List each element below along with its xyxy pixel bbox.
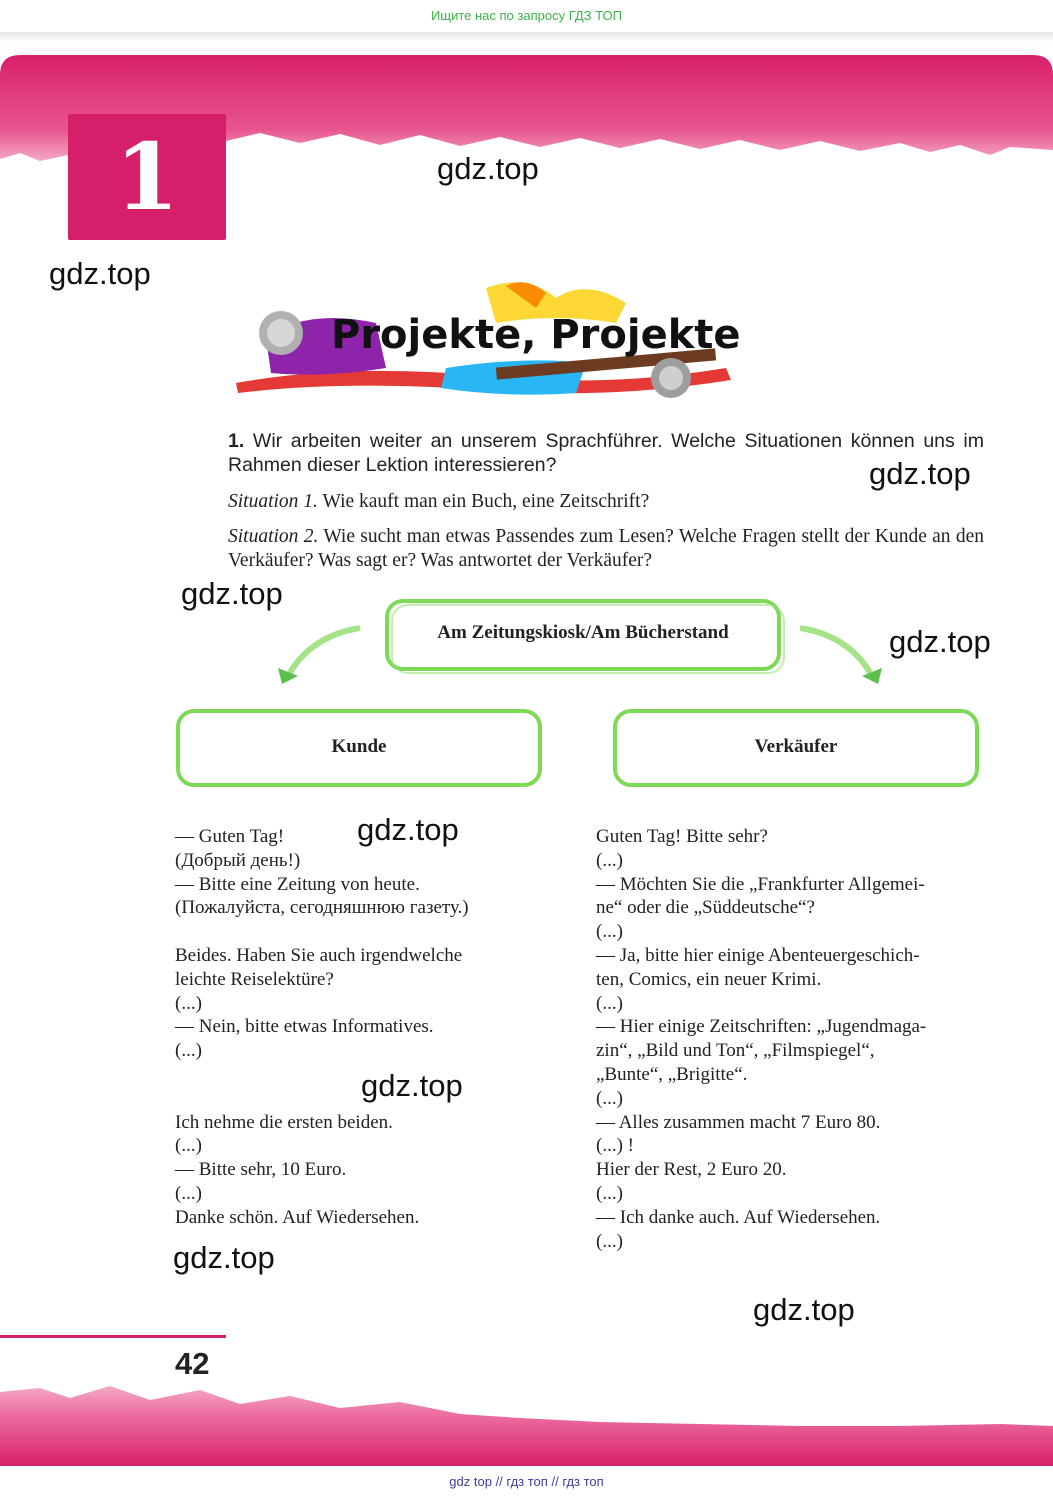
kunde-line: (Добрый день!) — [175, 849, 301, 871]
watermark: gdz.top — [869, 456, 971, 491]
kunde-line — [175, 1087, 575, 1111]
situation-2-text: Wie sucht man etwas Passendes zum Lesen? Welche Fragen stellt der Kunde an den Verkäufer? Was sagt er? Was antwortet der Verkäufer? — [228, 526, 985, 571]
verkaeufer-line: — Hier einige Zeitschriften: „Jugendmaga- — [596, 1016, 927, 1038]
verkaeufer-column — [596, 825, 996, 1253]
verkaeufer-line: (...) — [596, 1230, 623, 1252]
verkaeufer-line: (...) — [596, 992, 623, 1014]
watermark: gdz.top — [361, 1068, 463, 1103]
watermark: gdz.top — [437, 151, 539, 186]
situation-1-text: Wie kauft man ein Buch, eine Zeitschrift? — [322, 491, 650, 512]
task-1 — [228, 429, 984, 477]
task-number: 1. — [228, 430, 245, 452]
kunde-line: Danke schön. Auf Wiedersehen. — [175, 1206, 420, 1228]
situation-1 — [228, 490, 984, 514]
verkaeufer-line: (...) — [596, 849, 623, 871]
diagram-top-label: Am Zeitungskiosk/Am Bücherstand — [437, 622, 729, 643]
situation-2 — [228, 525, 984, 573]
kunde-column — [175, 825, 575, 1230]
bottom-link[interactable]: гдз топ — [562, 1474, 604, 1489]
verkaeufer-line: Hier der Rest, 2 Euro 20. — [596, 1159, 787, 1181]
kunde-line — [175, 920, 575, 944]
watermark: gdz.top — [181, 576, 283, 611]
bottom-links — [0, 1468, 1053, 1500]
watermark: gdz.top — [173, 1240, 275, 1275]
verkaeufer-line: zin“, „Bild und Ton“, „Filmspiegel“, — [596, 1040, 875, 1062]
situation-1-label: Situation 1. — [228, 491, 318, 512]
verkaeufer-line: (...) ! — [596, 1135, 634, 1157]
watermark: gdz.top — [889, 624, 991, 659]
kunde-line: — Guten Tag! — [175, 826, 285, 847]
kunde-line: (...) — [175, 1182, 202, 1204]
lesson-number-box: 1 — [68, 114, 226, 240]
watermark: gdz.top — [49, 256, 151, 291]
verkaeufer-line: ten, Comics, ein neuer Krimi. — [596, 968, 822, 990]
verkaeufer-line: — Ja, bitte hier einige Abenteuergeschich- — [596, 944, 920, 966]
verkaeufer-line: (...) — [596, 1182, 623, 1204]
kunde-line: (...) — [175, 1135, 202, 1157]
projekte-logo-text: Projekte, Projekte — [331, 312, 741, 358]
kunde-line: — Nein, bitte etwas Informatives. — [175, 1016, 434, 1038]
kunde-line — [175, 1063, 575, 1087]
verkaeufer-line: „Bunte“, „Brigitte“. — [596, 1063, 748, 1085]
page-number-rule — [0, 1335, 226, 1338]
bottom-link[interactable]: gdz top — [449, 1474, 492, 1489]
task-text: Wir arbeiten weiter an unserem Sprachführer. Welche Situationen können uns im Rahmen dieser Lektion interessieren? — [228, 430, 984, 476]
kunde-line: Ich nehme die ersten beiden. — [175, 1111, 393, 1133]
verkaeufer-line: (...) — [596, 1087, 623, 1109]
watermark: gdz.top — [753, 1292, 855, 1327]
footer-band — [0, 1378, 1053, 1468]
page-number: 42 — [175, 1346, 210, 1381]
top-banner[interactable]: Ищите нас по запросу ГДЗ ТОП — [431, 8, 622, 23]
kunde-line: (...) — [175, 992, 202, 1014]
kunde-line: Beides. Haben Sie auch irgendwelche — [175, 944, 463, 966]
kunde-line: (...) — [175, 1040, 202, 1062]
bottom-separator: // — [495, 1474, 503, 1489]
bottom-separator: // — [551, 1474, 559, 1489]
verkaeufer-line: ne“ oder die „Süddeutsche“? — [596, 897, 815, 919]
verkaeufer-line: — Alles zusammen macht 7 Euro 80. — [596, 1111, 881, 1133]
kunde-line: (Пожалуйста, сегодняшнюю газету.) — [175, 897, 469, 919]
verkaeufer-line: — Ich danke auch. Auf Wiedersehen. — [596, 1206, 881, 1228]
verkaeufer-line: — Möchten Sie die „Frankfurter Allgemei- — [596, 873, 925, 895]
verkaeufer-line: (...) — [596, 921, 623, 943]
bottom-link[interactable]: гдз топ — [506, 1474, 548, 1489]
kunde-line: leichte Reiselektüre? — [175, 968, 334, 990]
verkaeufer-line: Guten Tag! Bitte sehr? — [596, 826, 768, 847]
watermark: gdz.top — [357, 812, 459, 847]
kunde-line: — Bitte sehr, 10 Euro. — [175, 1159, 347, 1181]
kunde-line: — Bitte eine Zeitung von heute. — [175, 873, 420, 895]
projekte-logo — [226, 268, 746, 408]
situation-2-label: Situation 2. — [228, 526, 319, 547]
diagram-right-label: Verkäufer — [754, 736, 838, 757]
top-shadow — [0, 32, 1053, 42]
diagram-left-label: Kunde — [331, 736, 387, 757]
